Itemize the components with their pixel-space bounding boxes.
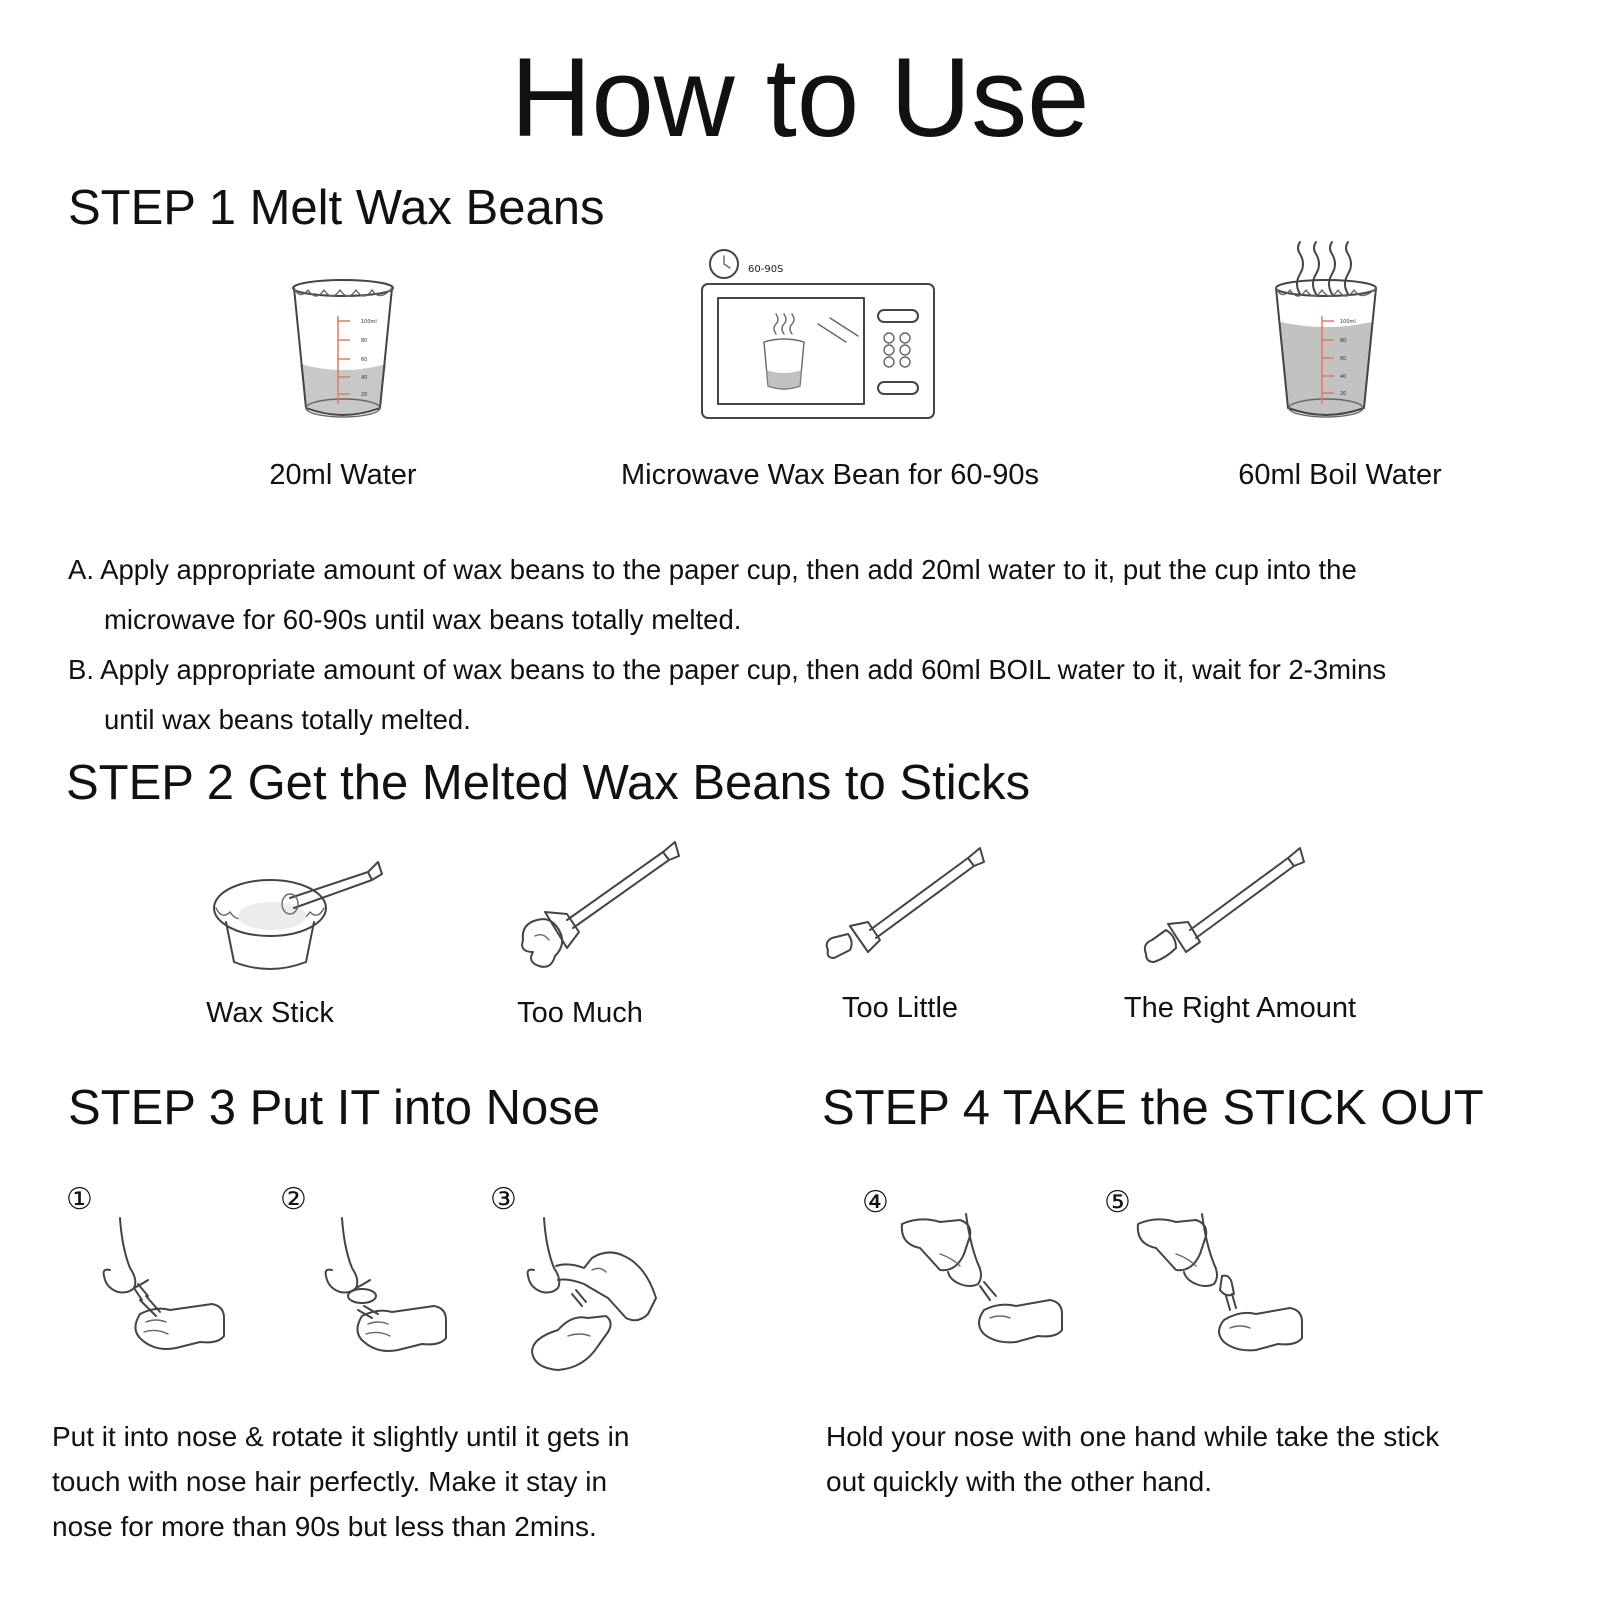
remove-stick-illustration-4 [900,1214,1070,1344]
step3-description [52,1414,629,1549]
step1-heading: STEP 1 Melt Wax Beans [68,181,605,235]
instruction-b-line1: B. Apply appropriate amount of wax beans to the paper cup, then add 60ml BOIL water to it, wait for 2-3mins [68,654,1387,685]
step4-number-5: ⑤ [1104,1185,1131,1220]
cup3-scale-40: 40 [1340,374,1347,380]
cup3-scale-20: 20 [1340,391,1347,397]
right-amount-stick-illustration [1140,846,1310,971]
caption-60ml-boil-water: 60ml Boil Water [1238,459,1442,491]
cup-boil-water-illustration [1270,240,1382,426]
instruction-b-line2: until wax beans totally melted. [104,704,471,735]
step3-description-line1: Put it into nose & rotate it slightly until it gets in [52,1421,630,1452]
page-title: How to Use [510,35,1090,160]
cup1-scale-40: 40 [361,375,368,381]
step3-number-3: ③ [490,1182,517,1217]
cup1-scale-20: 20 [361,392,368,398]
cup3-scale-60: 60 [1340,356,1347,362]
microwave-illustration [700,246,940,422]
too-much-stick-illustration [515,840,685,975]
instruction-a-line2: microwave for 60-90s until wax beans totally melted. [104,604,742,635]
caption-too-little: Too Little [841,992,959,1024]
insert-stick-illustration-1 [100,1218,230,1368]
step3-heading: STEP 3 Put IT into Nose [68,1081,601,1135]
step4-description-line2: out quickly with the other hand. [826,1466,1213,1497]
step3-number-1: ① [66,1182,93,1217]
step4-description [826,1414,1439,1504]
insert-stick-illustration-3 [528,1218,668,1378]
timer-label: 60-90S [748,264,784,275]
step4-number-4: ④ [862,1185,889,1220]
cup1-scale-60: 60 [361,357,368,363]
caption-20ml-water: 20ml Water [269,459,417,491]
caption-right-amount: The Right Amount [1123,992,1357,1024]
cup1-scale-100: 100ml [361,319,377,325]
too-little-stick-illustration [820,846,990,971]
step4-heading: STEP 4 TAKE the STICK OUT [822,1081,1484,1135]
step3-number-2: ② [280,1182,307,1217]
caption-wax-stick: Wax Stick [206,997,334,1029]
caption-too-much: Too Much [517,997,643,1029]
step3-description-line3: nose for more than 90s but less than 2mins. [52,1511,597,1542]
step4-description-line1: Hold your nose with one hand while take the stick [826,1421,1440,1452]
cup3-scale-80: 80 [1340,338,1347,344]
step3-description-line2: touch with nose hair perfectly. Make it stay in [52,1466,608,1497]
instruction-a-line1: A. Apply appropriate amount of wax beans to the paper cup, then add 20ml water to it, put the cup into the [68,554,1357,585]
cup3-scale-100: 100ml [1340,319,1356,325]
wax-stick-illustration [212,856,392,986]
remove-stick-illustration-5 [1136,1214,1306,1354]
caption-microwave: Microwave Wax Bean for 60-90s [621,459,1039,491]
cup-20ml-illustration [288,276,398,426]
insert-stick-illustration-2 [322,1218,452,1368]
cup1-scale-80: 80 [361,338,368,344]
step1-instructions [68,545,1386,745]
step2-heading: STEP 2 Get the Melted Wax Beans to Sticks [66,756,1031,810]
